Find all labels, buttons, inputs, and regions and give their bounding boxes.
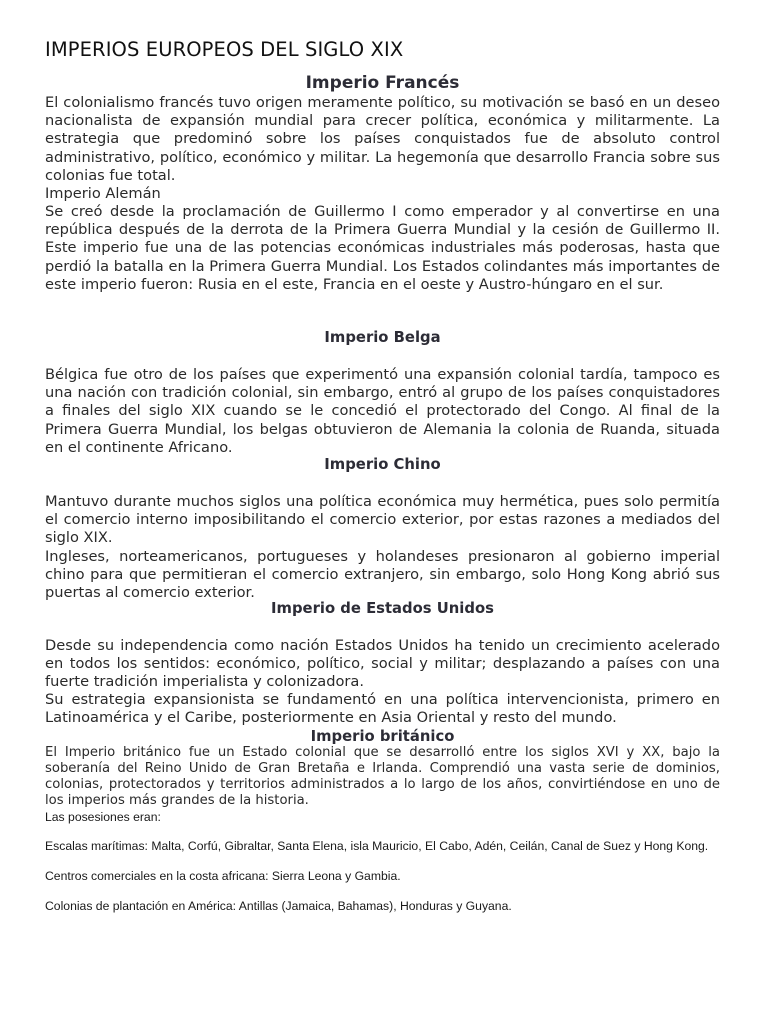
- paragraph-imperio-estados-unidos-2: Su estrategia expansionista se fundamentó en una política intervencionista, primero en Latinoamérica y el Caribe, posteriormente en Asia Oriental y resto del mundo.: [45, 691, 720, 727]
- paragraph-imperio-aleman: Se creó desde la proclamación de Guillermo I como emperador y al convertirse en una república después de la derrota de la Primera Guerra Mundial y la cesión de Guillermo II. Este imperio fue una de las potencias económicas industriales más poderosas, hasta que perdió la batalla en la Primera Guerra Mundial. Los Estados colindantes más importantes de este imperio fueron: Rusia en el este, Francia en el oeste y Austro-húngaro en el sur.: [45, 203, 720, 293]
- paragraph-imperio-frances: El colonialismo francés tuvo origen meramente político, su motivación se basó en un deseo nacionalista de expansión mundial para crecer política, económica y militarmente. La estrategia que predominó sobre los países conquistados fue de absoluto control administrativo, político, económico y militar. La hegemonía que desarrollo Francia sobre sus colonias fue total.: [45, 94, 720, 184]
- posesion-item: Centros comerciales en la costa africana: Sierra Leona y Gambia.: [45, 869, 401, 883]
- heading-imperio-britanico: Imperio británico: [310, 728, 455, 745]
- posesion-item: Colonias de plantación en América: Antillas (Jamaica, Bahamas), Honduras y Guyana.: [45, 899, 512, 913]
- paragraph-imperio-estados-unidos-1: Desde su independencia como nación Estados Unidos ha tenido un crecimiento acelerado en todos los sentidos: económico, político, social y militar; desplazando a países con una fuerte tradición imperialista y colonizadora.: [45, 637, 720, 691]
- heading-imperio-frances: Imperio Francés: [305, 73, 460, 93]
- paragraph-imperio-britanico: El Imperio británico fue un Estado colonial que se desarrolló entre los siglos XVI y XX, bajo la soberanía del Reino Unido de Gran Bretaña e Irlanda. Comprendió una vasta serie de dominios, colonias, protectorados y territorios administrados a lo largo de los años, convirtiéndose en uno de los imperios más grandes de la historia.: [45, 745, 720, 809]
- posesion-item: Escalas marítimas: Malta, Corfú, Gibraltar, Santa Elena, isla Mauricio, El Cabo, Adén, Ceilán, Canal de Suez y Hong Kong.: [45, 839, 709, 853]
- heading-imperio-belga: Imperio Belga: [324, 329, 441, 346]
- heading-imperio-aleman: Imperio Alemán: [45, 185, 161, 202]
- heading-imperio-chino: Imperio Chino: [324, 456, 441, 473]
- paragraph-imperio-chino-2: Ingleses, norteamericanos, portugueses y holandeses presionaron al gobierno imperial chino para que permitieran el comercio extranjero, sin embargo, solo Hong Kong abrió sus puertas al comercio exterior.: [45, 548, 720, 602]
- paragraph-imperio-belga: Bélgica fue otro de los países que experimentó una expansión colonial tardía, tampoco es una nación con tradición colonial, sin embargo, entró al grupo de los países conquistadores a finales del siglo XIX cuando se le concedió el protectorado del Congo. Al final de la Primera Guerra Mundial, los belgas obtuvieron de Alemania la colonia de Ruanda, situada en el continente Africano.: [45, 366, 720, 456]
- paragraph-imperio-chino-1: Mantuvo durante muchos siglos una política económica muy hermética, pues solo permitía el comercio interno imposibilitando el comercio exterior, por estas razones a mediados del siglo XIX.: [45, 493, 720, 547]
- document-title: IMPERIOS EUROPEOS DEL SIGLO XIX: [45, 38, 404, 61]
- posesiones-intro: Las posesiones eran:: [45, 810, 161, 824]
- heading-imperio-estados-unidos: Imperio de Estados Unidos: [271, 600, 494, 617]
